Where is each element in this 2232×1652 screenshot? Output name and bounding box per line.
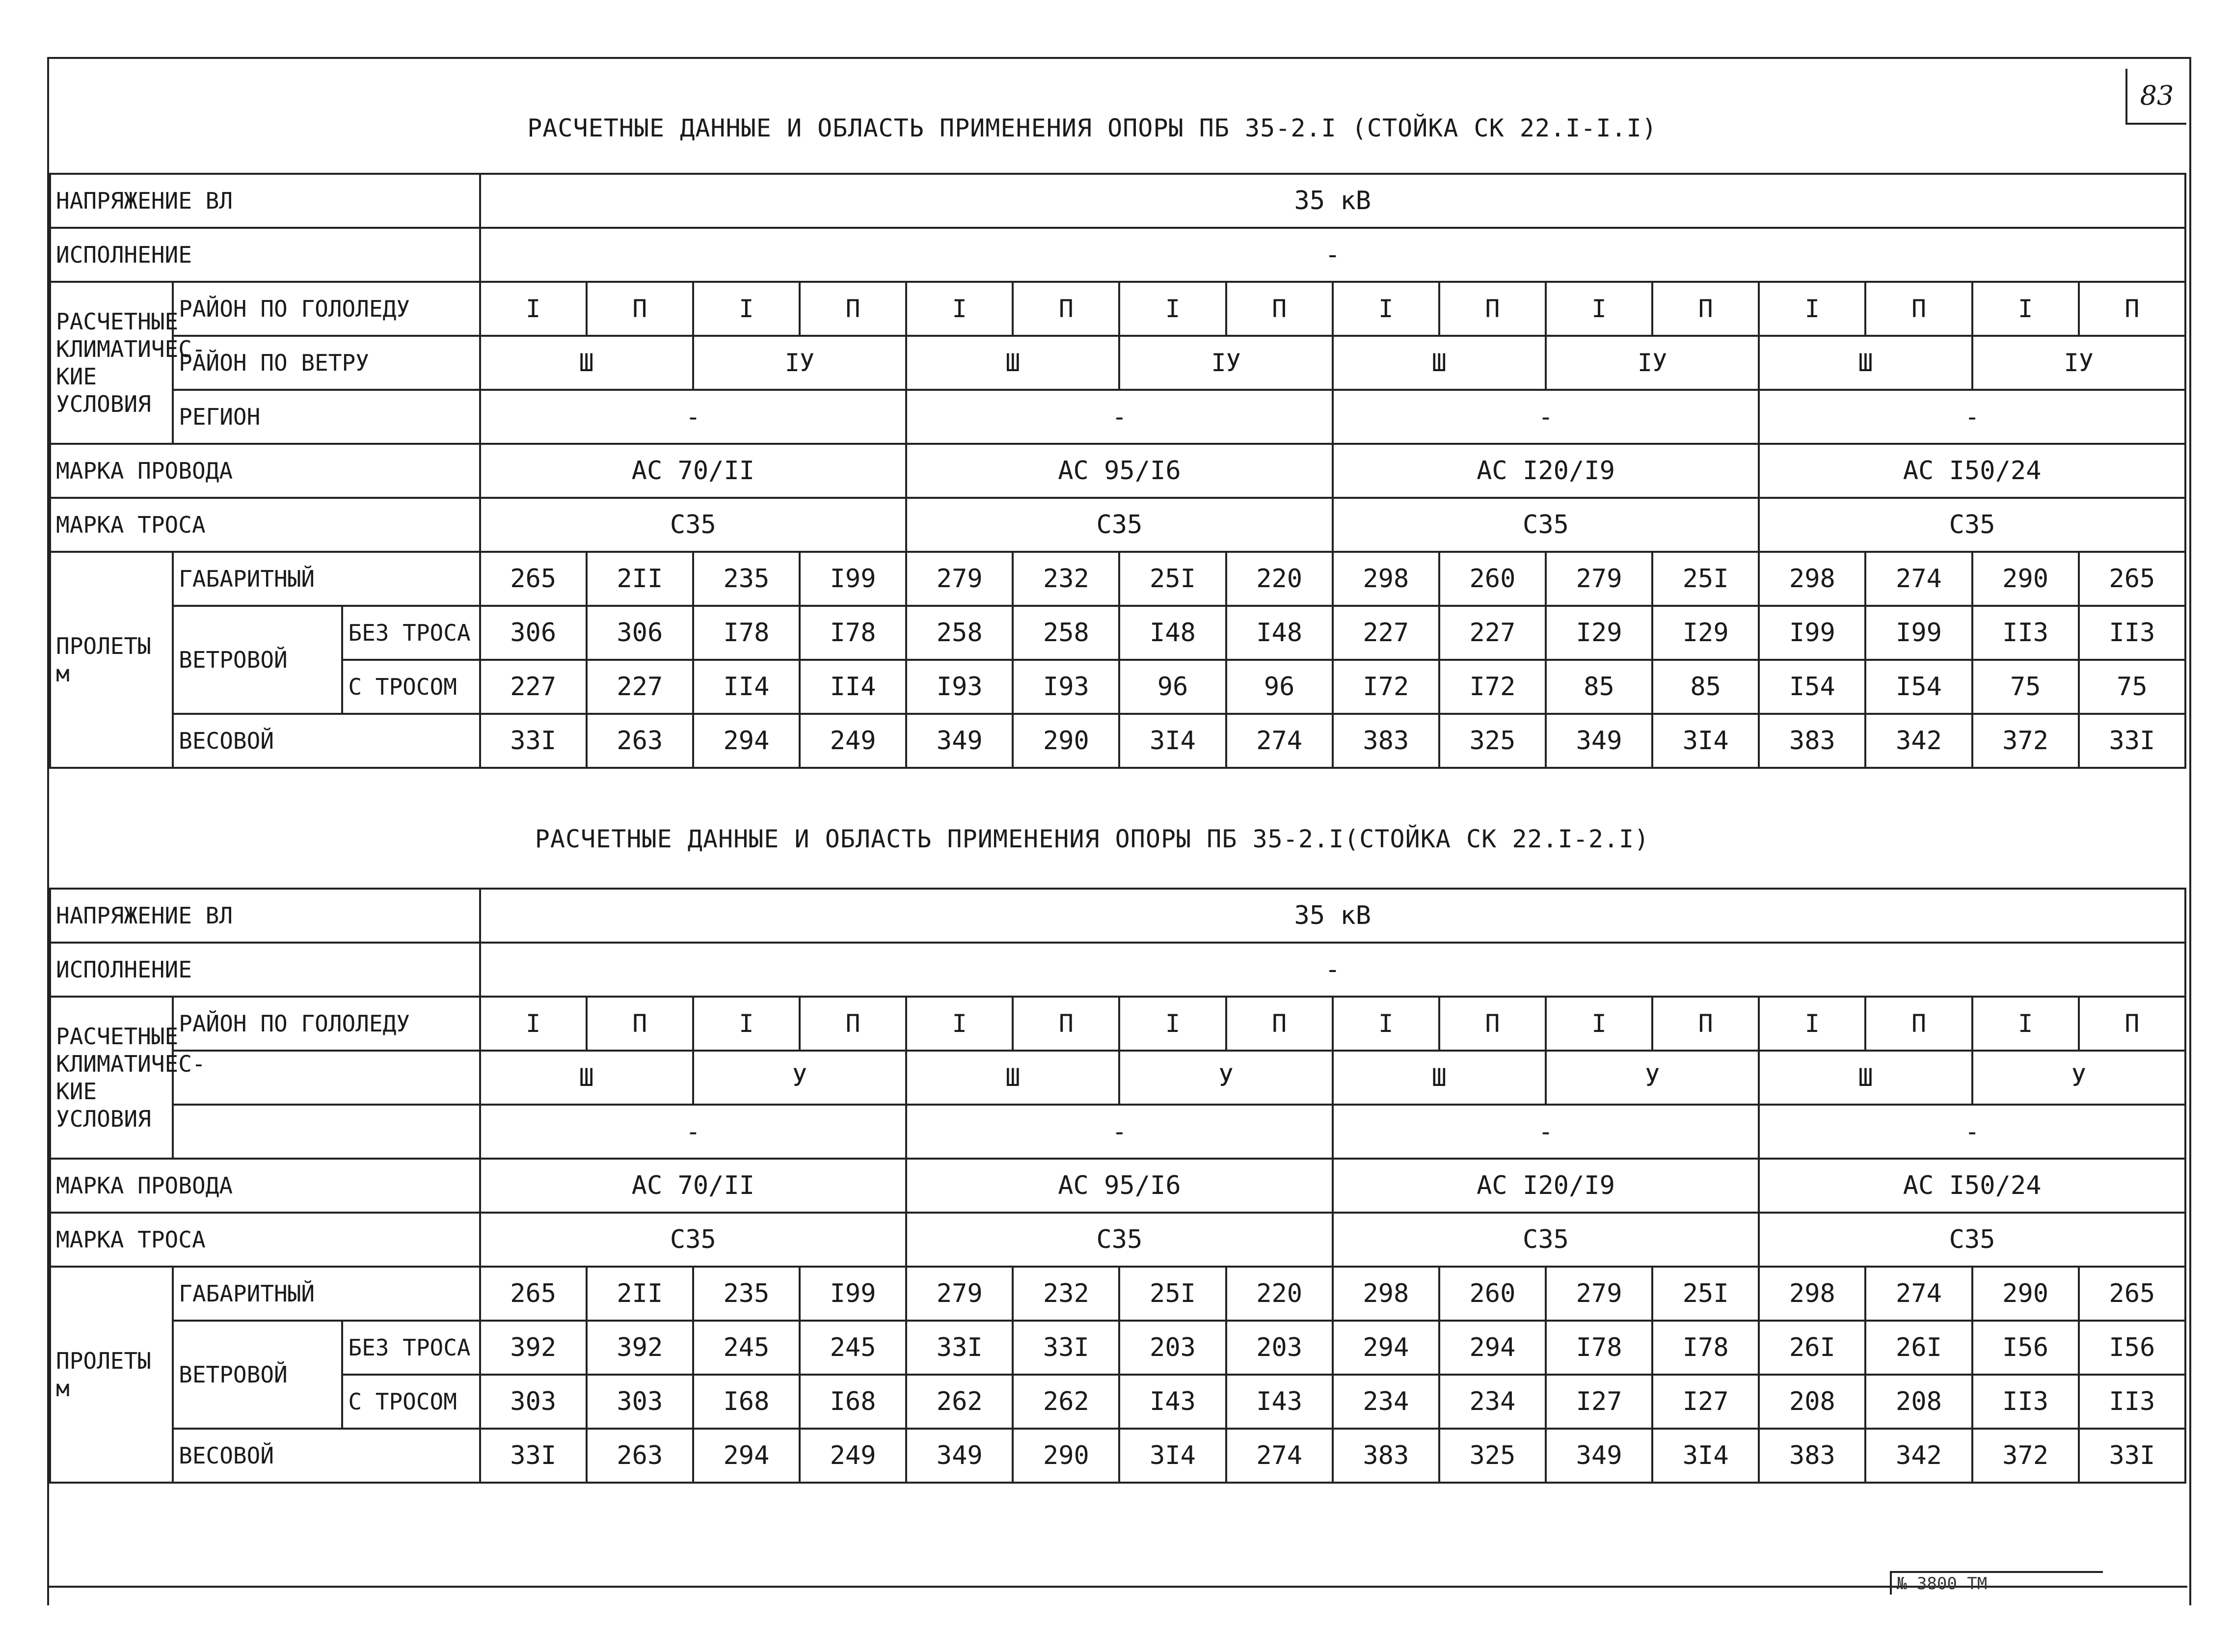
with-cable-value: I54: [1865, 660, 1972, 714]
document-code: № 3800 ТМ: [1890, 1571, 2103, 1595]
cable-value: С35: [1333, 1213, 1759, 1267]
ice-value: П: [1865, 997, 1972, 1051]
ice-value: I: [1119, 997, 1226, 1051]
no-cable-value: 203: [1226, 1321, 1333, 1375]
execution-label: ИСПОЛНЕНИЕ: [50, 228, 480, 282]
wind-value: IУ: [1972, 336, 2185, 390]
cable-value: С35: [906, 1213, 1333, 1267]
ice-value: I: [1972, 997, 2079, 1051]
climate-label: РАСЧЕТНЫЕ КЛИМАТИЧЕС-КИЕ УСЛОВИЯ: [50, 997, 173, 1159]
wire-row: [50, 444, 2185, 498]
weight-value: 349: [1546, 714, 1652, 768]
gabarit-value: 298: [1759, 1267, 1865, 1321]
ice-value: I: [1119, 282, 1226, 336]
wind-value: Ш: [1333, 336, 1546, 390]
gabarit-value: 25I: [1652, 552, 1759, 606]
voltage-value: 35 кВ: [480, 174, 2185, 228]
gabarit-label: ГАБАРИТНЫЙ: [173, 1267, 480, 1321]
gabarit-value: 260: [1439, 552, 1546, 606]
table-2: [49, 888, 2186, 1484]
with-cable-value: I27: [1546, 1375, 1652, 1429]
no-cable-value: I78: [693, 606, 800, 660]
with-cable-value: II4: [693, 660, 800, 714]
no-cable-value: II3: [1972, 606, 2079, 660]
ice-value: I: [693, 997, 800, 1051]
gabarit-value: 279: [1546, 552, 1652, 606]
cable-row: [50, 1213, 2185, 1267]
ice-value: I: [1333, 997, 1439, 1051]
gabarit-row: [50, 1267, 2185, 1321]
wind-row: [50, 1051, 2185, 1105]
gabarit-value: 220: [1226, 552, 1333, 606]
voltage-label: НАПРЯЖЕНИЕ ВЛ: [50, 174, 480, 228]
with-cable-row: [50, 660, 2185, 714]
ice-value: П: [1013, 997, 1119, 1051]
with-cable-value: 96: [1119, 660, 1226, 714]
no-cable-value: 392: [480, 1321, 587, 1375]
ice-value: I: [480, 997, 587, 1051]
ice-value: П: [1652, 997, 1759, 1051]
ice-label: РАЙОН ПО ГОЛОЛЕДУ: [173, 997, 480, 1051]
region-value: -: [1333, 1105, 1759, 1159]
gabarit-row: [50, 552, 2185, 606]
no-cable-value: I78: [800, 606, 906, 660]
with-cable-value: I93: [1013, 660, 1119, 714]
weight-value: 263: [587, 1429, 693, 1483]
gabarit-value: 279: [906, 552, 1013, 606]
with-cable-value: 96: [1226, 660, 1333, 714]
gabarit-value: 265: [2079, 552, 2185, 606]
no-cable-label: БЕЗ ТРОСА: [342, 1321, 480, 1375]
execution-row: [50, 943, 2185, 997]
gabarit-value: 25I: [1119, 552, 1226, 606]
gabarit-label: ГАБАРИТНЫЙ: [173, 552, 480, 606]
weight-value: 342: [1865, 714, 1972, 768]
weight-value: 383: [1333, 714, 1439, 768]
gabarit-value: 279: [1546, 1267, 1652, 1321]
weight-value: 383: [1759, 714, 1865, 768]
no-cable-row: [50, 1321, 2185, 1375]
weight-value: 349: [1546, 1429, 1652, 1483]
gabarit-value: 265: [480, 552, 587, 606]
no-cable-value: I78: [1652, 1321, 1759, 1375]
region-row: [50, 390, 2185, 444]
wind-label: РАЙОН ПО ВЕТРУ: [173, 336, 480, 390]
wind-value: Ш: [480, 1051, 693, 1105]
cable-value: С35: [1759, 1213, 2185, 1267]
with-cable-value: 75: [1972, 660, 2079, 714]
no-cable-value: 26I: [1759, 1321, 1865, 1375]
weight-value: 274: [1226, 1429, 1333, 1483]
gabarit-value: 235: [693, 552, 800, 606]
ice-value: I: [906, 282, 1013, 336]
voltage-row: [50, 174, 2185, 228]
no-cable-value: 26I: [1865, 1321, 1972, 1375]
no-cable-value: I99: [1865, 606, 1972, 660]
with-cable-value: 227: [587, 660, 693, 714]
no-cable-value: I48: [1226, 606, 1333, 660]
weight-value: 249: [800, 1429, 906, 1483]
wire-value: АС I50/24: [1759, 444, 2185, 498]
gabarit-value: 290: [1972, 552, 2079, 606]
cable-value: С35: [1759, 498, 2185, 552]
region-value: -: [1333, 390, 1759, 444]
with-cable-label: С ТРОСОМ: [342, 660, 480, 714]
no-cable-value: 227: [1333, 606, 1439, 660]
with-cable-label: С ТРОСОМ: [342, 1375, 480, 1429]
region-label: [173, 1105, 480, 1159]
no-cable-value: 227: [1439, 606, 1546, 660]
wind-value: У: [1972, 1051, 2185, 1105]
weight-value: 3I4: [1652, 1429, 1759, 1483]
with-cable-value: I72: [1439, 660, 1546, 714]
with-cable-value: 227: [480, 660, 587, 714]
with-cable-value: I68: [693, 1375, 800, 1429]
with-cable-value: I93: [906, 660, 1013, 714]
weight-value: 249: [800, 714, 906, 768]
weight-value: 383: [1759, 1429, 1865, 1483]
gabarit-value: 274: [1865, 552, 1972, 606]
weight-value: 274: [1226, 714, 1333, 768]
with-cable-value: 234: [1439, 1375, 1546, 1429]
weight-value: 33I: [2079, 714, 2185, 768]
cable-value: С35: [480, 1213, 907, 1267]
no-cable-value: I56: [2079, 1321, 2185, 1375]
region-value: -: [1759, 390, 2185, 444]
region-label: РЕГИОН: [173, 390, 480, 444]
wire-value: АС 70/II: [480, 444, 907, 498]
wire-value: АС I50/24: [1759, 1159, 2185, 1213]
weight-value: 3I4: [1652, 714, 1759, 768]
execution-row: [50, 228, 2185, 282]
gabarit-value: I99: [800, 1267, 906, 1321]
wire-value: АС 70/II: [480, 1159, 907, 1213]
wind-value: Ш: [906, 336, 1119, 390]
no-cable-value: 33I: [1013, 1321, 1119, 1375]
spans-label: ПРОЛЕТЫ м: [50, 1267, 173, 1483]
wind-value: У: [1546, 1051, 1759, 1105]
weight-value: 349: [906, 714, 1013, 768]
weight-value: 325: [1439, 1429, 1546, 1483]
execution-value: -: [480, 228, 2185, 282]
with-cable-value: I72: [1333, 660, 1439, 714]
spans-label: ПРОЛЕТЫ м: [50, 552, 173, 768]
gabarit-value: 25I: [1119, 1267, 1226, 1321]
with-cable-value: 234: [1333, 1375, 1439, 1429]
with-cable-value: 85: [1546, 660, 1652, 714]
no-cable-value: I29: [1546, 606, 1652, 660]
gabarit-value: 25I: [1652, 1267, 1759, 1321]
with-cable-value: 75: [2079, 660, 2185, 714]
with-cable-value: I43: [1226, 1375, 1333, 1429]
with-cable-value: II4: [800, 660, 906, 714]
gabarit-value: I99: [800, 552, 906, 606]
no-cable-value: 294: [1439, 1321, 1546, 1375]
wind-value: IУ: [1119, 336, 1332, 390]
wind-value: У: [1119, 1051, 1332, 1105]
ice-value: П: [1439, 282, 1546, 336]
ice-value: П: [800, 282, 906, 336]
no-cable-value: 33I: [906, 1321, 1013, 1375]
ice-value: I: [693, 282, 800, 336]
wind-value: IУ: [1546, 336, 1759, 390]
cable-label: МАРКА ТРОСА: [50, 498, 480, 552]
no-cable-value: 245: [800, 1321, 906, 1375]
with-cable-value: 85: [1652, 660, 1759, 714]
bottom-rule: [47, 1586, 2187, 1588]
cable-label: МАРКА ТРОСА: [50, 1213, 480, 1267]
region-value: -: [906, 390, 1333, 444]
wind-span-label: ВЕТРОВОЙ: [173, 606, 342, 714]
gabarit-value: 2II: [587, 1267, 693, 1321]
voltage-value: 35 кВ: [480, 889, 2185, 943]
weight-value: 290: [1013, 714, 1119, 768]
region-row: [50, 1105, 2185, 1159]
no-cable-value: I56: [1972, 1321, 2079, 1375]
gabarit-value: 290: [1972, 1267, 2079, 1321]
gabarit-value: 235: [693, 1267, 800, 1321]
ice-value: П: [2079, 997, 2185, 1051]
region-value: -: [1759, 1105, 2185, 1159]
no-cable-row: [50, 606, 2185, 660]
no-cable-value: 294: [1333, 1321, 1439, 1375]
execution-value: -: [480, 943, 2185, 997]
wire-row: [50, 1159, 2185, 1213]
with-cable-value: II3: [2079, 1375, 2185, 1429]
weight-value: 325: [1439, 714, 1546, 768]
weight-value: 263: [587, 714, 693, 768]
no-cable-value: II3: [2079, 606, 2185, 660]
wire-value: АС I20/I9: [1333, 444, 1759, 498]
with-cable-row: [50, 1375, 2185, 1429]
ice-value: П: [1013, 282, 1119, 336]
ice-value: П: [800, 997, 906, 1051]
table-1: [49, 173, 2186, 769]
table-2-title: РАСЧЕТНЫЕ ДАННЫЕ И ОБЛАСТЬ ПРИМЕНЕНИЯ ОПОРЫ ПБ 35-2.I(СТОЙКА СК 22.I-2.I): [535, 825, 1650, 853]
with-cable-value: II3: [1972, 1375, 2079, 1429]
wind-label: [173, 1051, 480, 1105]
ice-value: П: [1439, 997, 1546, 1051]
weight-value: 33I: [2079, 1429, 2185, 1483]
weight-value: 349: [906, 1429, 1013, 1483]
weight-value: 372: [1972, 714, 2079, 768]
ice-row: [50, 282, 2185, 336]
gabarit-value: 279: [906, 1267, 1013, 1321]
weight-value: 33I: [480, 1429, 587, 1483]
ice-value: I: [1333, 282, 1439, 336]
ice-value: I: [1972, 282, 2079, 336]
with-cable-value: 208: [1865, 1375, 1972, 1429]
ice-value: I: [906, 997, 1013, 1051]
wind-value: Ш: [906, 1051, 1119, 1105]
no-cable-value: I29: [1652, 606, 1759, 660]
gabarit-value: 265: [480, 1267, 587, 1321]
weight-value: 3I4: [1119, 714, 1226, 768]
ice-value: I: [1759, 997, 1865, 1051]
no-cable-value: I48: [1119, 606, 1226, 660]
gabarit-value: 232: [1013, 552, 1119, 606]
no-cable-label: БЕЗ ТРОСА: [342, 606, 480, 660]
page-number: 83: [2125, 69, 2186, 125]
gabarit-value: 232: [1013, 1267, 1119, 1321]
gabarit-value: 298: [1333, 1267, 1439, 1321]
with-cable-value: I43: [1119, 1375, 1226, 1429]
weight-value: 383: [1333, 1429, 1439, 1483]
ice-value: I: [1759, 282, 1865, 336]
ice-value: П: [587, 997, 693, 1051]
wind-value: У: [693, 1051, 906, 1105]
ice-value: I: [1546, 282, 1652, 336]
wind-row: [50, 336, 2185, 390]
weight-value: 294: [693, 1429, 800, 1483]
climate-label: РАСЧЕТНЫЕ КЛИМАТИЧЕС-КИЕ УСЛОВИЯ: [50, 282, 173, 444]
gabarit-value: 298: [1759, 552, 1865, 606]
weight-value: 342: [1865, 1429, 1972, 1483]
wire-value: АС I20/I9: [1333, 1159, 1759, 1213]
weight-value: 294: [693, 714, 800, 768]
region-value: -: [480, 390, 907, 444]
no-cable-value: 392: [587, 1321, 693, 1375]
with-cable-value: 262: [906, 1375, 1013, 1429]
no-cable-value: I99: [1759, 606, 1865, 660]
wind-span-label: ВЕТРОВОЙ: [173, 1321, 342, 1429]
wind-value: Ш: [480, 336, 693, 390]
with-cable-value: 208: [1759, 1375, 1865, 1429]
no-cable-value: I78: [1546, 1321, 1652, 1375]
no-cable-value: 245: [693, 1321, 800, 1375]
gabarit-value: 220: [1226, 1267, 1333, 1321]
ice-value: П: [1226, 997, 1333, 1051]
wind-value: Ш: [1333, 1051, 1546, 1105]
no-cable-value: 306: [587, 606, 693, 660]
ice-value: I: [480, 282, 587, 336]
with-cable-value: 303: [587, 1375, 693, 1429]
execution-label: ИСПОЛНЕНИЕ: [50, 943, 480, 997]
weight-label: ВЕСОВОЙ: [173, 714, 480, 768]
wire-value: АС 95/I6: [906, 444, 1333, 498]
wire-value: АС 95/I6: [906, 1159, 1333, 1213]
with-cable-value: I68: [800, 1375, 906, 1429]
gabarit-value: 274: [1865, 1267, 1972, 1321]
no-cable-value: 203: [1119, 1321, 1226, 1375]
table-1-title: РАСЧЕТНЫЕ ДАННЫЕ И ОБЛАСТЬ ПРИМЕНЕНИЯ ОПОРЫ ПБ 35-2.I (СТОЙКА СК 22.I-I.I): [527, 114, 1657, 142]
cable-value: С35: [906, 498, 1333, 552]
gabarit-value: 265: [2079, 1267, 2185, 1321]
with-cable-value: 262: [1013, 1375, 1119, 1429]
weight-value: 372: [1972, 1429, 2079, 1483]
no-cable-value: 306: [480, 606, 587, 660]
no-cable-value: 258: [1013, 606, 1119, 660]
ice-value: П: [1865, 282, 1972, 336]
gabarit-value: 298: [1333, 552, 1439, 606]
wire-label: МАРКА ПРОВОДА: [50, 444, 480, 498]
weight-label: ВЕСОВОЙ: [173, 1429, 480, 1483]
region-value: -: [906, 1105, 1333, 1159]
wind-value: Ш: [1759, 336, 1972, 390]
ice-label: РАЙОН ПО ГОЛОЛЕДУ: [173, 282, 480, 336]
ice-value: П: [1226, 282, 1333, 336]
region-value: -: [480, 1105, 907, 1159]
ice-value: I: [1546, 997, 1652, 1051]
ice-value: П: [587, 282, 693, 336]
cable-row: [50, 498, 2185, 552]
no-cable-value: 258: [906, 606, 1013, 660]
ice-row: [50, 997, 2185, 1051]
weight-row: [50, 1429, 2185, 1483]
wind-value: Ш: [1759, 1051, 1972, 1105]
with-cable-value: I54: [1759, 660, 1865, 714]
ice-value: П: [2079, 282, 2185, 336]
weight-value: 290: [1013, 1429, 1119, 1483]
cable-value: С35: [1333, 498, 1759, 552]
voltage-label: НАПРЯЖЕНИЕ ВЛ: [50, 889, 480, 943]
wind-value: IУ: [693, 336, 906, 390]
weight-value: 33I: [480, 714, 587, 768]
weight-row: [50, 714, 2185, 768]
cable-value: С35: [480, 498, 907, 552]
gabarit-value: 2II: [587, 552, 693, 606]
weight-value: 3I4: [1119, 1429, 1226, 1483]
with-cable-value: 303: [480, 1375, 587, 1429]
gabarit-value: 260: [1439, 1267, 1546, 1321]
with-cable-value: I27: [1652, 1375, 1759, 1429]
ice-value: П: [1652, 282, 1759, 336]
voltage-row: [50, 889, 2185, 943]
wire-label: МАРКА ПРОВОДА: [50, 1159, 480, 1213]
